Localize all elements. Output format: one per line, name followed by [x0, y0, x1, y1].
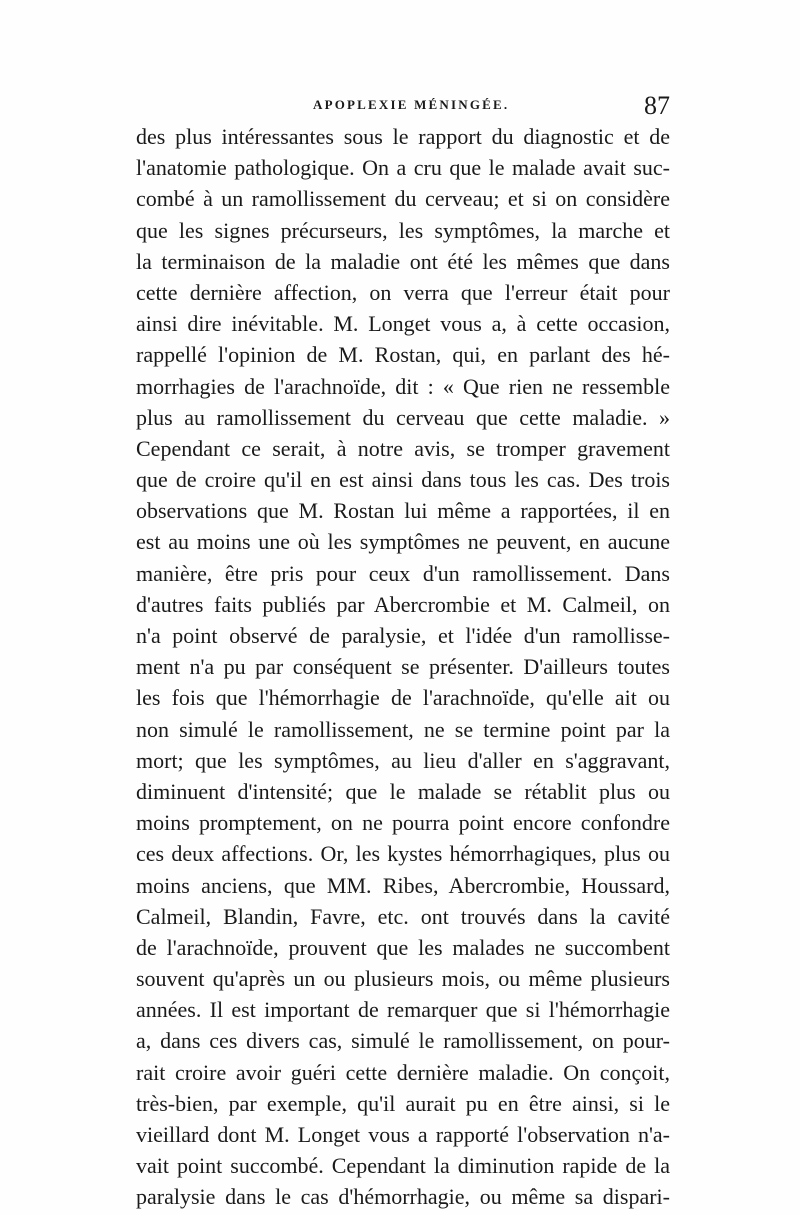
text-line: moins anciens, que MM. Ribes, Abercrombie, Houssard,	[136, 872, 670, 898]
text-line: que les signes précurseurs, les symptômes, la marche et	[136, 217, 670, 243]
text-line: cette dernière affection, on verra que l'erreur était pour	[136, 279, 670, 305]
text-line: Calmeil, Blandin, Favre, etc. ont trouvés dans la cavité	[136, 903, 670, 929]
text-line: observations que M. Rostan lui même a rapportées, il en	[136, 498, 670, 524]
text-line: Cependant ce serait, à notre avis, se tromper gravement	[136, 435, 670, 461]
text-line: vait point succombé. Cependant la diminution rapide de la	[136, 1153, 670, 1179]
text-line: plus au ramollissement du cerveau que cette maladie. »	[136, 404, 670, 430]
text-line: très-bien, par exemple, qu'il aurait pu en être ainsi, si le	[136, 1090, 670, 1116]
text-line: est au moins une où les symptômes ne peuvent, en aucune	[136, 529, 670, 555]
text-line: ces deux affections. Or, les kystes hémorrhagiques, plus ou	[136, 841, 670, 867]
text-line: d'autres faits publiés par Abercrombie et M. Calmeil, on	[136, 591, 670, 617]
running-head	[136, 91, 670, 120]
page-number: 87	[644, 91, 670, 120]
text-line: ment n'a pu par conséquent se présenter. D'ailleurs toutes	[136, 654, 670, 680]
running-title: APOPLEXIE MÉNINGÉE.	[313, 97, 510, 112]
text-line: des plus intéressantes sous le rapport du diagnostic et de	[136, 124, 670, 149]
text-line: que de croire qu'il en est ainsi dans tous les cas. Des trois	[136, 467, 670, 493]
text-line: les fois que l'hémorrhagie de l'arachnoïde, qu'elle ait ou	[136, 685, 670, 711]
text-line: ainsi dire inévitable. M. Longet vous a, à cette occasion,	[136, 311, 670, 337]
text-line: morrhagies de l'arachnoïde, dit : « Que rien ne ressemble	[136, 373, 670, 399]
text-line: moins promptement, on ne pourra point encore confondre	[136, 810, 670, 836]
text-line: souvent qu'après un ou plusieurs mois, ou même plusieurs	[136, 966, 670, 992]
text-line: l'anatomie pathologique. On a cru que le malade avait suc-	[136, 155, 670, 181]
text-line: rappellé l'opinion de M. Rostan, qui, en parlant des hé-	[136, 342, 670, 368]
text-line: paralysie dans le cas d'hémorrhagie, ou même sa dispari-	[136, 1184, 670, 1210]
text-line: la terminaison de la maladie ont été les mêmes que dans	[136, 248, 670, 274]
text-line: diminuent d'intensité; que le malade se rétablit plus ou	[136, 778, 670, 804]
body-text	[136, 121, 670, 1213]
text-line: a, dans ces divers cas, simulé le ramollissement, on pour-	[136, 1028, 670, 1054]
text-line: manière, être pris pour ceux d'un ramollissement. Dans	[136, 560, 670, 586]
text-line: mort; que les symptômes, au lieu d'aller en s'aggravant,	[136, 747, 670, 773]
text-line: non simulé le ramollissement, ne se termine point par la	[136, 716, 670, 742]
text-line: combé à un ramollissement du cerveau; et si on considère	[136, 186, 670, 212]
text-line: n'a point observé de paralysie, et l'idée d'un ramollisse-	[136, 623, 670, 648]
text-line: années. Il est important de remarquer que si l'hémorrhagie	[136, 997, 670, 1023]
text-line: de l'arachnoïde, prouvent que les malades ne succombent	[136, 934, 670, 960]
text-line: vieillard dont M. Longet vous a rapporté l'observation n'a-	[136, 1122, 670, 1147]
text-line: rait croire avoir guéri cette dernière maladie. On conçoit,	[136, 1059, 670, 1085]
